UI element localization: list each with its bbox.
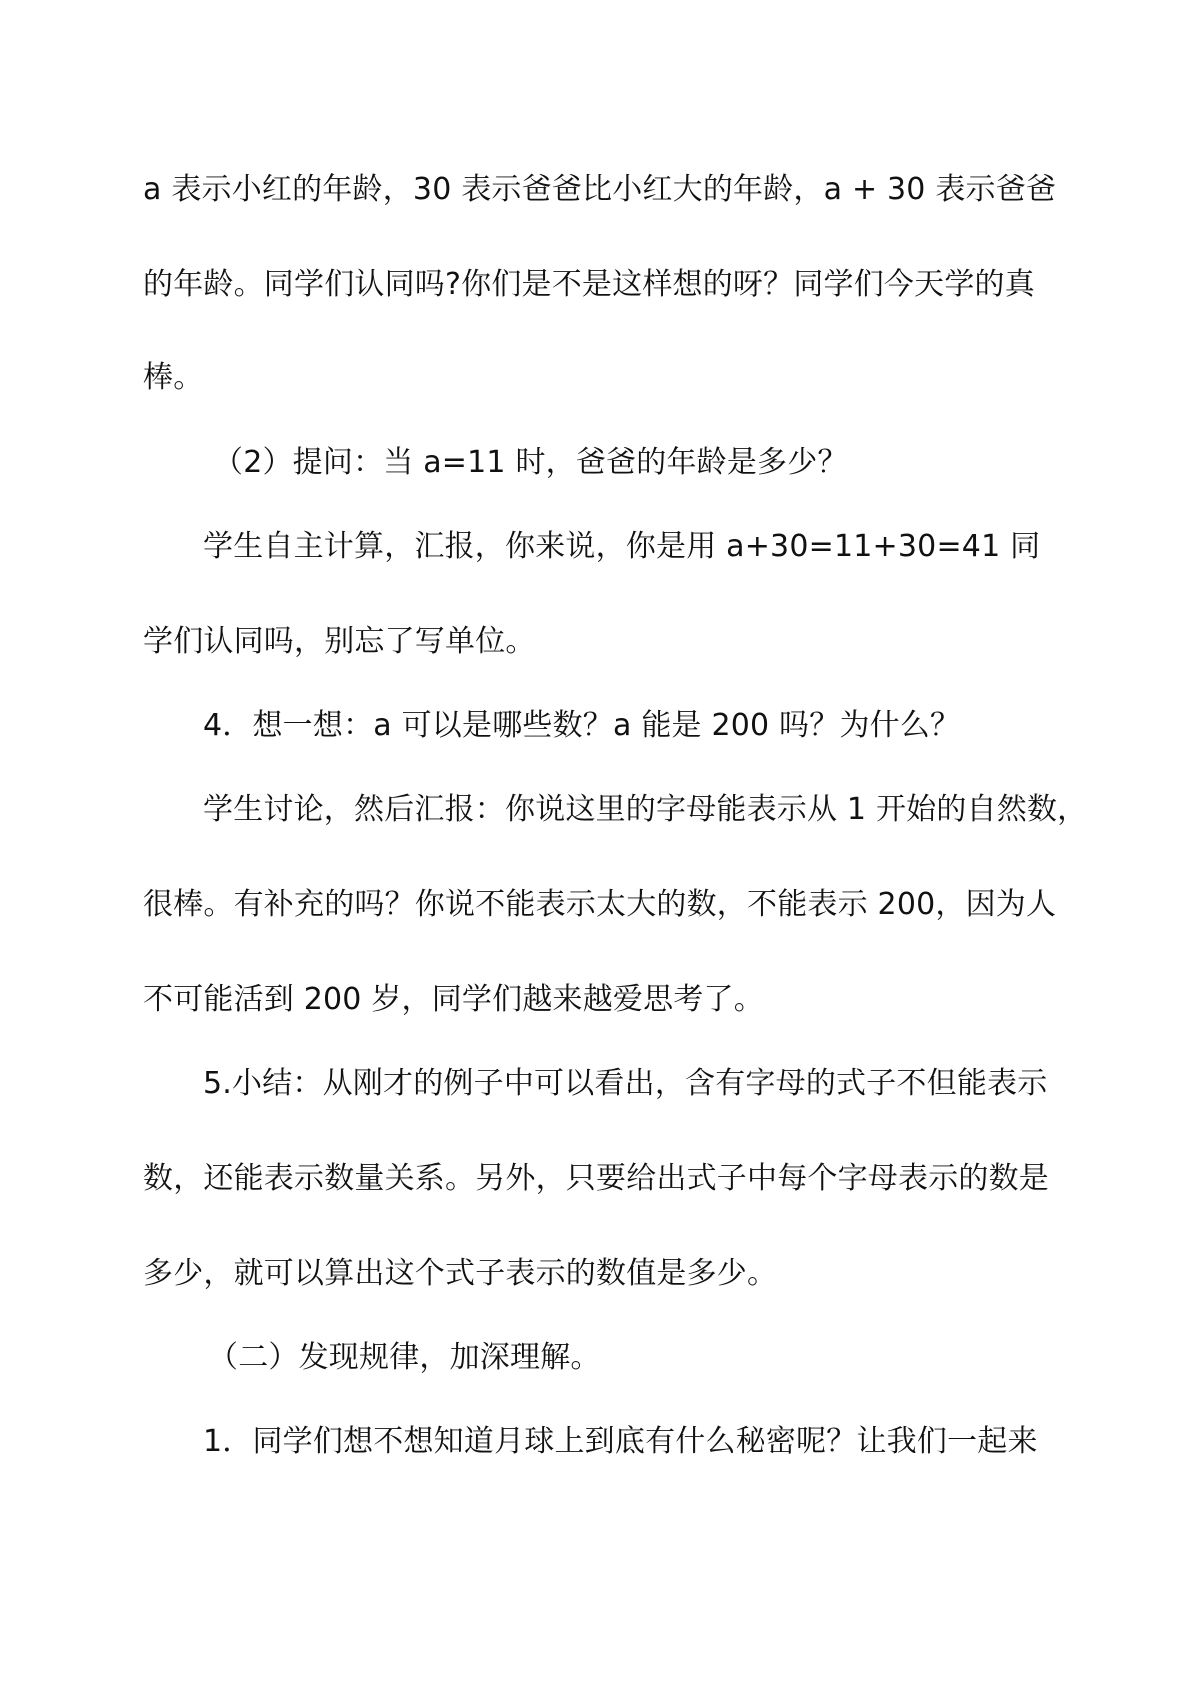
- text-line-5: 学生自主计算，汇报，你来说，你是用 a+30=11+30=41 同: [203, 529, 1041, 564]
- text-line-1: a 表示小红的年龄，30 表示爸爸比小红大的年龄，a + 30 表示爸爸: [143, 172, 1057, 207]
- text-line-13: 多少，就可以算出这个式子表示的数值是多少。: [143, 1256, 778, 1291]
- text-line-12: 数，还能表示数量关系。另外，只要给出式子中每个字母表示的数是: [143, 1161, 1049, 1196]
- text-line-10: 不可能活到 200 岁，同学们越来越爱思考了。: [143, 982, 764, 1017]
- text-line-2: 的年龄。同学们认同吗?你们是不是这样想的呀？同学们今天学的真: [143, 267, 1035, 302]
- text-line-14: （二）发现规律，加深理解。: [208, 1340, 601, 1375]
- text-line-4: （2）提问：当 a=11 时，爸爸的年龄是多少？: [213, 445, 848, 480]
- text-line-6: 学们认同吗，别忘了写单位。: [143, 624, 536, 659]
- text-line-9: 很棒。有补充的吗？你说不能表示太大的数，不能表示 200，因为人: [143, 887, 1057, 922]
- text-line-7: 4．想一想：a 可以是哪些数？a 能是 200 吗？为什么？: [203, 708, 961, 743]
- text-line-15: 1．同学们想不想知道月球上到底有什么秘密呢？让我们一起来: [203, 1424, 1038, 1459]
- text-line-3: 棒。: [143, 360, 204, 395]
- text-line-8: 学生讨论，然后汇报：你说这里的字母能表示从 1 开始的自然数，: [203, 792, 1088, 827]
- text-line-11: 5.小结：从刚才的例子中可以看出，含有字母的式子不但能表示: [203, 1066, 1048, 1101]
